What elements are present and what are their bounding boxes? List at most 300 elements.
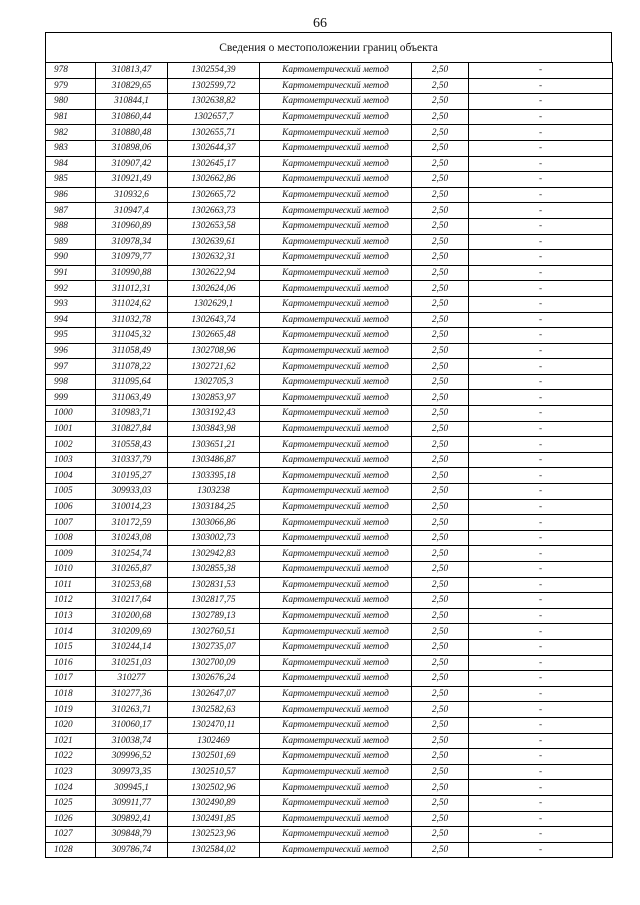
- method-cell: Картометрический метод: [260, 421, 412, 437]
- table-row: [46, 764, 613, 780]
- description-cell: -: [469, 421, 613, 437]
- point-number-cell: 996: [46, 343, 96, 359]
- point-number-cell: 999: [46, 390, 96, 406]
- table-row: [46, 468, 613, 484]
- point-number-cell: 1015: [46, 639, 96, 655]
- accuracy-cell: 2,50: [412, 608, 469, 624]
- method-cell: Картометрический метод: [260, 140, 412, 156]
- accuracy-cell: 2,50: [412, 624, 469, 640]
- x-coordinate-cell: 309911,77: [96, 795, 168, 811]
- x-coordinate-cell: 310277: [96, 671, 168, 687]
- method-cell: Картометрический метод: [260, 78, 412, 94]
- y-coordinate-cell: 1302657,7: [168, 109, 260, 125]
- method-cell: Картометрический метод: [260, 546, 412, 562]
- y-coordinate-cell: 1302510,57: [168, 764, 260, 780]
- description-cell: -: [469, 452, 613, 468]
- description-cell: -: [469, 562, 613, 578]
- y-coordinate-cell: 1302644,37: [168, 140, 260, 156]
- description-cell: -: [469, 608, 613, 624]
- description-cell: -: [469, 671, 613, 687]
- y-coordinate-cell: 1302622,94: [168, 265, 260, 281]
- description-cell: -: [469, 639, 613, 655]
- accuracy-cell: 2,50: [412, 156, 469, 172]
- description-cell: -: [469, 296, 613, 312]
- table-row: [46, 827, 613, 843]
- point-number-cell: 1003: [46, 452, 96, 468]
- page-number: 66: [313, 16, 327, 31]
- x-coordinate-cell: 310038,74: [96, 733, 168, 749]
- method-cell: Картометрический метод: [260, 484, 412, 500]
- accuracy-cell: 2,50: [412, 296, 469, 312]
- point-number-cell: 1018: [46, 686, 96, 702]
- point-number-cell: 1020: [46, 717, 96, 733]
- description-cell: -: [469, 250, 613, 266]
- table-row: [46, 140, 613, 156]
- table-row: [46, 203, 613, 219]
- description-cell: -: [469, 593, 613, 609]
- table-row: [46, 780, 613, 796]
- table-row: [46, 842, 613, 858]
- y-coordinate-cell: 1302647,07: [168, 686, 260, 702]
- description-cell: -: [469, 624, 613, 640]
- y-coordinate-cell: 1302760,51: [168, 624, 260, 640]
- x-coordinate-cell: 310337,79: [96, 452, 168, 468]
- y-coordinate-cell: 1303002,73: [168, 530, 260, 546]
- x-coordinate-cell: 309945,1: [96, 780, 168, 796]
- description-cell: -: [469, 328, 613, 344]
- method-cell: Картометрический метод: [260, 281, 412, 297]
- point-number-cell: 986: [46, 187, 96, 203]
- accuracy-cell: 2,50: [412, 733, 469, 749]
- y-coordinate-cell: 1303486,87: [168, 452, 260, 468]
- table-row: [46, 437, 613, 453]
- x-coordinate-cell: 310860,44: [96, 109, 168, 125]
- point-number-cell: 982: [46, 125, 96, 141]
- point-number-cell: 997: [46, 359, 96, 375]
- method-cell: Картометрический метод: [260, 780, 412, 796]
- x-coordinate-cell: 310253,68: [96, 577, 168, 593]
- x-coordinate-cell: 310265,87: [96, 562, 168, 578]
- description-cell: -: [469, 359, 613, 375]
- point-number-cell: 993: [46, 296, 96, 312]
- x-coordinate-cell: 310907,42: [96, 156, 168, 172]
- description-cell: -: [469, 717, 613, 733]
- accuracy-cell: 2,50: [412, 390, 469, 406]
- accuracy-cell: 2,50: [412, 250, 469, 266]
- x-coordinate-cell: 310244,14: [96, 639, 168, 655]
- point-number-cell: 978: [46, 63, 96, 79]
- description-cell: -: [469, 468, 613, 484]
- accuracy-cell: 2,50: [412, 312, 469, 328]
- method-cell: Картометрический метод: [260, 608, 412, 624]
- method-cell: Картометрический метод: [260, 406, 412, 422]
- accuracy-cell: 2,50: [412, 468, 469, 484]
- point-number-cell: 1005: [46, 484, 96, 500]
- table-row: [46, 577, 613, 593]
- x-coordinate-cell: 310921,49: [96, 172, 168, 188]
- accuracy-cell: 2,50: [412, 655, 469, 671]
- y-coordinate-cell: 1303066,86: [168, 515, 260, 531]
- accuracy-cell: 2,50: [412, 671, 469, 687]
- accuracy-cell: 2,50: [412, 515, 469, 531]
- table-row: [46, 359, 613, 375]
- y-coordinate-cell: 1302942,83: [168, 546, 260, 562]
- description-cell: -: [469, 702, 613, 718]
- point-number-cell: 1007: [46, 515, 96, 531]
- x-coordinate-cell: 310014,23: [96, 499, 168, 515]
- y-coordinate-cell: 1302705,3: [168, 374, 260, 390]
- method-cell: Картометрический метод: [260, 203, 412, 219]
- x-coordinate-cell: 310983,71: [96, 406, 168, 422]
- method-cell: Картометрический метод: [260, 343, 412, 359]
- description-cell: -: [469, 515, 613, 531]
- accuracy-cell: 2,50: [412, 749, 469, 765]
- point-number-cell: 988: [46, 218, 96, 234]
- table-row: [46, 234, 613, 250]
- accuracy-cell: 2,50: [412, 499, 469, 515]
- method-cell: Картометрический метод: [260, 827, 412, 843]
- description-cell: -: [469, 63, 613, 79]
- method-cell: Картометрический метод: [260, 717, 412, 733]
- x-coordinate-cell: 310827,84: [96, 421, 168, 437]
- x-coordinate-cell: 310990,88: [96, 265, 168, 281]
- method-cell: Картометрический метод: [260, 702, 412, 718]
- table-row: [46, 686, 613, 702]
- table-row: [46, 390, 613, 406]
- table-row: [46, 250, 613, 266]
- x-coordinate-cell: 310880,48: [96, 125, 168, 141]
- accuracy-cell: 2,50: [412, 281, 469, 297]
- accuracy-cell: 2,50: [412, 109, 469, 125]
- y-coordinate-cell: 1302831,53: [168, 577, 260, 593]
- description-cell: -: [469, 343, 613, 359]
- y-coordinate-cell: 1303651,21: [168, 437, 260, 453]
- method-cell: Картометрический метод: [260, 764, 412, 780]
- description-cell: -: [469, 281, 613, 297]
- y-coordinate-cell: 1302665,72: [168, 187, 260, 203]
- table-row: [46, 671, 613, 687]
- table-row: [46, 593, 613, 609]
- point-number-cell: 1021: [46, 733, 96, 749]
- description-cell: -: [469, 374, 613, 390]
- y-coordinate-cell: 1303238: [168, 484, 260, 500]
- accuracy-cell: 2,50: [412, 265, 469, 281]
- point-number-cell: 983: [46, 140, 96, 156]
- y-coordinate-cell: 1302655,71: [168, 125, 260, 141]
- point-number-cell: 984: [46, 156, 96, 172]
- accuracy-cell: 2,50: [412, 764, 469, 780]
- description-cell: -: [469, 234, 613, 250]
- table-row: [46, 281, 613, 297]
- method-cell: Картометрический метод: [260, 234, 412, 250]
- description-cell: -: [469, 530, 613, 546]
- description-cell: -: [469, 218, 613, 234]
- y-coordinate-cell: 1302639,61: [168, 234, 260, 250]
- description-cell: -: [469, 437, 613, 453]
- description-cell: -: [469, 577, 613, 593]
- coordinates-table: [45, 62, 613, 858]
- method-cell: Картометрический метод: [260, 390, 412, 406]
- point-number-cell: 989: [46, 234, 96, 250]
- x-coordinate-cell: 311063,49: [96, 390, 168, 406]
- point-number-cell: 1026: [46, 811, 96, 827]
- point-number-cell: 1001: [46, 421, 96, 437]
- accuracy-cell: 2,50: [412, 203, 469, 219]
- point-number-cell: 1000: [46, 406, 96, 422]
- y-coordinate-cell: 1302584,02: [168, 842, 260, 858]
- accuracy-cell: 2,50: [412, 374, 469, 390]
- coordinates-sheet: [45, 32, 612, 858]
- description-cell: -: [469, 390, 613, 406]
- x-coordinate-cell: 310979,77: [96, 250, 168, 266]
- point-number-cell: 1011: [46, 577, 96, 593]
- y-coordinate-cell: 1303192,43: [168, 406, 260, 422]
- point-number-cell: 998: [46, 374, 96, 390]
- table-row: [46, 639, 613, 655]
- x-coordinate-cell: 311078,22: [96, 359, 168, 375]
- description-cell: -: [469, 686, 613, 702]
- y-coordinate-cell: 1302676,24: [168, 671, 260, 687]
- point-number-cell: 1009: [46, 546, 96, 562]
- section-title: Сведения о местоположении границ объекта: [45, 32, 612, 62]
- x-coordinate-cell: 310277,36: [96, 686, 168, 702]
- accuracy-cell: 2,50: [412, 78, 469, 94]
- accuracy-cell: 2,50: [412, 328, 469, 344]
- x-coordinate-cell: 310251,03: [96, 655, 168, 671]
- point-number-cell: 1006: [46, 499, 96, 515]
- method-cell: Картометрический метод: [260, 109, 412, 125]
- point-number-cell: 979: [46, 78, 96, 94]
- method-cell: Картометрический метод: [260, 265, 412, 281]
- accuracy-cell: 2,50: [412, 842, 469, 858]
- table-row: [46, 484, 613, 500]
- accuracy-cell: 2,50: [412, 234, 469, 250]
- x-coordinate-cell: 309848,79: [96, 827, 168, 843]
- y-coordinate-cell: 1302643,74: [168, 312, 260, 328]
- method-cell: Картометрический метод: [260, 374, 412, 390]
- accuracy-cell: 2,50: [412, 811, 469, 827]
- description-cell: -: [469, 484, 613, 500]
- table-row: [46, 562, 613, 578]
- x-coordinate-cell: 309996,52: [96, 749, 168, 765]
- x-coordinate-cell: 310172,59: [96, 515, 168, 531]
- accuracy-cell: 2,50: [412, 421, 469, 437]
- y-coordinate-cell: 1302662,86: [168, 172, 260, 188]
- y-coordinate-cell: 1302663,73: [168, 203, 260, 219]
- y-coordinate-cell: 1302855,38: [168, 562, 260, 578]
- table-row: [46, 452, 613, 468]
- point-number-cell: 987: [46, 203, 96, 219]
- table-row: [46, 156, 613, 172]
- method-cell: Картометрический метод: [260, 296, 412, 312]
- point-number-cell: 992: [46, 281, 96, 297]
- x-coordinate-cell: 311095,64: [96, 374, 168, 390]
- table-row: [46, 608, 613, 624]
- point-number-cell: 990: [46, 250, 96, 266]
- y-coordinate-cell: 1303395,18: [168, 468, 260, 484]
- y-coordinate-cell: 1302735,07: [168, 639, 260, 655]
- description-cell: -: [469, 172, 613, 188]
- accuracy-cell: 2,50: [412, 172, 469, 188]
- method-cell: Картометрический метод: [260, 530, 412, 546]
- point-number-cell: 995: [46, 328, 96, 344]
- method-cell: Картометрический метод: [260, 842, 412, 858]
- table-row: [46, 733, 613, 749]
- method-cell: Картометрический метод: [260, 125, 412, 141]
- x-coordinate-cell: 309786,74: [96, 842, 168, 858]
- x-coordinate-cell: 310844,1: [96, 94, 168, 110]
- x-coordinate-cell: 311045,32: [96, 328, 168, 344]
- table-row: [46, 63, 613, 79]
- y-coordinate-cell: 1302721,62: [168, 359, 260, 375]
- description-cell: -: [469, 406, 613, 422]
- point-number-cell: 1016: [46, 655, 96, 671]
- description-cell: -: [469, 655, 613, 671]
- table-row: [46, 265, 613, 281]
- y-coordinate-cell: 1302582,63: [168, 702, 260, 718]
- point-number-cell: 1025: [46, 795, 96, 811]
- description-cell: -: [469, 827, 613, 843]
- description-cell: -: [469, 109, 613, 125]
- method-cell: Картометрический метод: [260, 577, 412, 593]
- method-cell: Картометрический метод: [260, 187, 412, 203]
- point-number-cell: 1013: [46, 608, 96, 624]
- y-coordinate-cell: 1302708,96: [168, 343, 260, 359]
- x-coordinate-cell: 310200,68: [96, 608, 168, 624]
- table-row: [46, 515, 613, 531]
- x-coordinate-cell: 310813,47: [96, 63, 168, 79]
- table-row: [46, 499, 613, 515]
- y-coordinate-cell: 1302638,82: [168, 94, 260, 110]
- x-coordinate-cell: 310263,71: [96, 702, 168, 718]
- description-cell: -: [469, 78, 613, 94]
- x-coordinate-cell: 310960,89: [96, 218, 168, 234]
- description-cell: -: [469, 156, 613, 172]
- point-number-cell: 1017: [46, 671, 96, 687]
- accuracy-cell: 2,50: [412, 639, 469, 655]
- accuracy-cell: 2,50: [412, 562, 469, 578]
- x-coordinate-cell: 310209,69: [96, 624, 168, 640]
- accuracy-cell: 2,50: [412, 686, 469, 702]
- method-cell: Картометрический метод: [260, 562, 412, 578]
- point-number-cell: 1028: [46, 842, 96, 858]
- point-number-cell: 981: [46, 109, 96, 125]
- x-coordinate-cell: 310254,74: [96, 546, 168, 562]
- method-cell: Картометрический метод: [260, 312, 412, 328]
- y-coordinate-cell: 1302624,06: [168, 281, 260, 297]
- x-coordinate-cell: 309933,03: [96, 484, 168, 500]
- method-cell: Картометрический метод: [260, 795, 412, 811]
- description-cell: -: [469, 140, 613, 156]
- method-cell: Картометрический метод: [260, 172, 412, 188]
- y-coordinate-cell: 1302632,31: [168, 250, 260, 266]
- y-coordinate-cell: 1302629,1: [168, 296, 260, 312]
- method-cell: Картометрический метод: [260, 359, 412, 375]
- table-row: [46, 624, 613, 640]
- table-row: [46, 328, 613, 344]
- x-coordinate-cell: 310243,08: [96, 530, 168, 546]
- description-cell: -: [469, 764, 613, 780]
- accuracy-cell: 2,50: [412, 359, 469, 375]
- accuracy-cell: 2,50: [412, 593, 469, 609]
- method-cell: Картометрический метод: [260, 218, 412, 234]
- method-cell: Картометрический метод: [260, 437, 412, 453]
- accuracy-cell: 2,50: [412, 530, 469, 546]
- y-coordinate-cell: 1302502,96: [168, 780, 260, 796]
- x-coordinate-cell: 311032,78: [96, 312, 168, 328]
- method-cell: Картометрический метод: [260, 94, 412, 110]
- method-cell: Картометрический метод: [260, 156, 412, 172]
- point-number-cell: 1010: [46, 562, 96, 578]
- method-cell: Картометрический метод: [260, 655, 412, 671]
- point-number-cell: 991: [46, 265, 96, 281]
- point-number-cell: 1008: [46, 530, 96, 546]
- y-coordinate-cell: 1302469: [168, 733, 260, 749]
- method-cell: Картометрический метод: [260, 452, 412, 468]
- accuracy-cell: 2,50: [412, 94, 469, 110]
- table-row: [46, 749, 613, 765]
- x-coordinate-cell: 310060,17: [96, 717, 168, 733]
- method-cell: Картометрический метод: [260, 811, 412, 827]
- x-coordinate-cell: 310558,43: [96, 437, 168, 453]
- x-coordinate-cell: 310947,4: [96, 203, 168, 219]
- y-coordinate-cell: 1302554,39: [168, 63, 260, 79]
- y-coordinate-cell: 1302853,97: [168, 390, 260, 406]
- table-row: [46, 187, 613, 203]
- x-coordinate-cell: 311058,49: [96, 343, 168, 359]
- y-coordinate-cell: 1302817,75: [168, 593, 260, 609]
- table-row: [46, 717, 613, 733]
- description-cell: -: [469, 203, 613, 219]
- description-cell: -: [469, 312, 613, 328]
- table-row: [46, 546, 613, 562]
- description-cell: -: [469, 842, 613, 858]
- table-row: [46, 374, 613, 390]
- description-cell: -: [469, 795, 613, 811]
- table-row: [46, 421, 613, 437]
- x-coordinate-cell: 311012,31: [96, 281, 168, 297]
- table-row: [46, 312, 613, 328]
- y-coordinate-cell: 1303184,25: [168, 499, 260, 515]
- table-row: [46, 702, 613, 718]
- description-cell: -: [469, 749, 613, 765]
- table-row: [46, 655, 613, 671]
- description-cell: -: [469, 733, 613, 749]
- y-coordinate-cell: 1302653,58: [168, 218, 260, 234]
- description-cell: -: [469, 546, 613, 562]
- y-coordinate-cell: 1302470,11: [168, 717, 260, 733]
- table-row: [46, 343, 613, 359]
- x-coordinate-cell: 310195,27: [96, 468, 168, 484]
- accuracy-cell: 2,50: [412, 577, 469, 593]
- method-cell: Картометрический метод: [260, 468, 412, 484]
- table-row: [46, 78, 613, 94]
- x-coordinate-cell: 311024,62: [96, 296, 168, 312]
- point-number-cell: 1023: [46, 764, 96, 780]
- x-coordinate-cell: 310898,06: [96, 140, 168, 156]
- method-cell: Картометрический метод: [260, 671, 412, 687]
- description-cell: -: [469, 780, 613, 796]
- table-row: [46, 811, 613, 827]
- method-cell: Картометрический метод: [260, 63, 412, 79]
- point-number-cell: 1022: [46, 749, 96, 765]
- y-coordinate-cell: 1302501,69: [168, 749, 260, 765]
- table-row: [46, 218, 613, 234]
- point-number-cell: 1012: [46, 593, 96, 609]
- table-row: [46, 296, 613, 312]
- accuracy-cell: 2,50: [412, 218, 469, 234]
- table-row: [46, 530, 613, 546]
